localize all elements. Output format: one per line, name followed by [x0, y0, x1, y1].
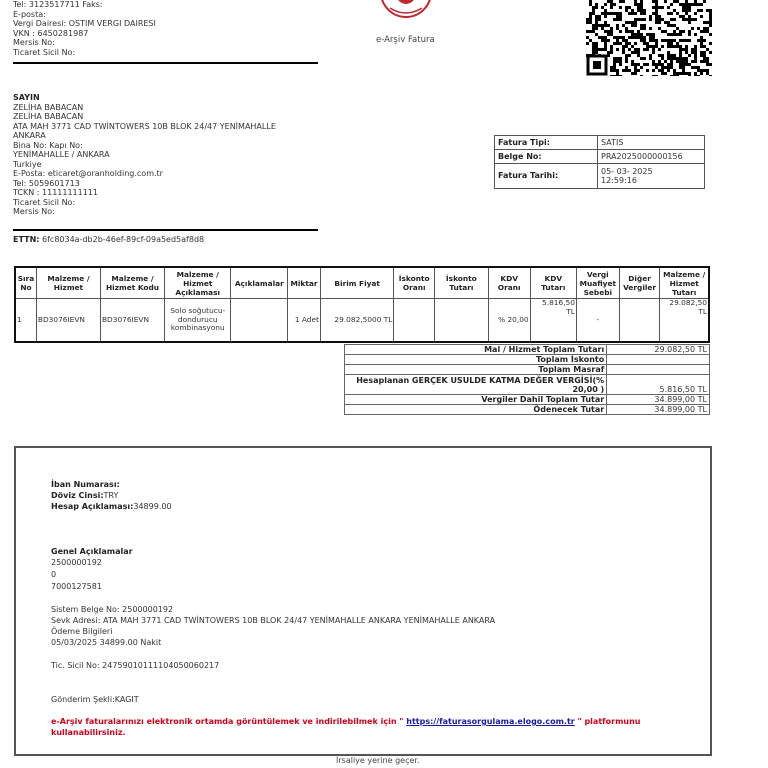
col-aciklamalar: Açıklamalar [231, 267, 288, 299]
meta-row-belge [495, 150, 705, 164]
sevk-adresi: Sevk Adresi: ATA MAH 3771 CAD TWİNTOWERS 10B BLOK 24/47 YENİMAHALLE ANKARA YENİMAHALLE ANKARA [51, 616, 496, 625]
gib-logo-icon [378, 0, 434, 20]
doviz-label: Döviz Cinsi: [51, 491, 104, 500]
buyer-city: ANKARA [13, 131, 46, 140]
seller-tel-fax: Tel: 3123517711 Faks: [13, 0, 103, 9]
ettn-value: 6fc8034a-db2b-46ef-89cf-09a5ed5af8d8 [39, 235, 205, 244]
buyer-eposta: E-Posta: eticaret@oranholding.com.tr [13, 169, 163, 178]
col-kdv-tutari: KDV Tutarı [530, 267, 576, 299]
cell-tutar: 29.082,50 TL [660, 299, 709, 343]
seller-vergi-dairesi: Vergi Dairesi: OSTIM VERGI DAIRESI [13, 19, 156, 28]
cell-kodu: BD3076IEVN [100, 299, 164, 343]
cell-malzeme: BD3076IEVN [36, 299, 100, 343]
total-value [607, 355, 710, 365]
seller-eposta: E-posta: [13, 9, 46, 19]
ettn [13, 235, 204, 245]
total-value: 34.899,00 TL [607, 395, 710, 405]
cell-iskonto-orani [394, 299, 435, 343]
cell-aciklamasi: Solo soğutucu-dondurucu kombinasyonu [165, 299, 231, 343]
seller-vkn: VKN : 6450281987 [13, 28, 89, 38]
doc-type-label: e-Arşiv Fatura [376, 35, 435, 45]
hesap-label: Hesap Açıklaması: [51, 502, 134, 511]
total-value: 29.082,50 TL [607, 345, 710, 355]
total-value: 34.899,00 TL [607, 405, 710, 415]
col-iskonto-tutari: İskonto Tutarı [434, 267, 488, 299]
earsiv-link[interactable]: https://faturasorgulama.elogo.com.tr [406, 717, 575, 726]
meta-value-date [598, 164, 705, 189]
items-table [14, 266, 710, 343]
col-iskonto-orani: İskonto Oranı [394, 267, 435, 299]
earsiv-text-1: e-Arşiv faturalarınızı elektronik ortamda görüntülemek ve indirilebilmek için " [51, 717, 407, 726]
buyer-divider [13, 229, 318, 231]
genel-line-1: 2500000192 [51, 558, 102, 567]
buyer-bina-kapi: Bina No: Kapı No: [13, 140, 83, 150]
total-row [345, 395, 710, 405]
total-label: Ödenecek Tutar [345, 405, 607, 415]
notes-box [14, 446, 712, 756]
total-label: Mal / Hizmet Toplam Tutarı [345, 345, 607, 355]
earsiv-text-2: " platformunu [574, 717, 641, 726]
total-row [345, 365, 710, 375]
meta-label: Fatura Tarihi: [495, 164, 598, 189]
cell-sira: 1 [15, 299, 36, 343]
seller-mersis: Mersis No: [13, 38, 55, 47]
totals-table [344, 344, 710, 415]
qr-code-icon [586, 0, 712, 76]
invoice-meta-table [494, 135, 705, 189]
cell-diger-vergiler [619, 299, 660, 343]
gonderim-sekli: Gönderim Şekli:KAGIT [51, 695, 139, 704]
total-value: 5.816,50 TL [607, 375, 710, 395]
ettn-label: ETTN: [13, 235, 40, 244]
total-label: Hesaplanan GERÇEK USULDE KATMA DEĞER VERGİSİ(% 20,00 ) [345, 375, 607, 395]
col-kdv-orani: KDV Oranı [488, 267, 530, 299]
buyer-mersis: Mersis No: [13, 207, 55, 216]
seller-divider [13, 62, 318, 64]
total-value [607, 365, 710, 375]
buyer-tel: Tel: 5059601713 [13, 178, 80, 188]
total-label: Toplam İskonto [345, 355, 607, 365]
buyer-name: ZELİHA BABACAN [13, 102, 84, 112]
cell-kdv-orani: % 20,00 [488, 299, 530, 343]
meta-label: Fatura Tipi: [495, 136, 598, 150]
total-row [345, 355, 710, 365]
tic-sicil: Tic. Sicil No: 24759010111104050060217 [51, 661, 220, 670]
cell-kdv-tutari: 5.816,50 TL [530, 299, 576, 343]
genel-line-2: 0 [51, 570, 57, 579]
seller-info [13, 0, 323, 57]
buyer-ticaret-sicil: Ticaret Sicil No: [13, 197, 76, 207]
hesap-value: 34899.00 [133, 502, 172, 511]
odeme-bilgileri: Ödeme Bilgileri [51, 627, 113, 636]
buyer-tckn: TCKN : 11111111111 [13, 188, 99, 197]
iban-label: İban Numarası: [51, 480, 120, 489]
meta-row-date [495, 164, 705, 189]
earsiv-text-3: kullanabilirsiniz. [51, 728, 126, 737]
meta-value: PRA2025000000156 [598, 150, 705, 164]
buyer-district: YENİMAHALLE / ANKARA [13, 150, 110, 159]
buyer-name-2: ZELİHA BABACAN [13, 112, 84, 121]
buyer-sayin: SAYIN [13, 93, 40, 102]
cell-vergi-muafiyet: - [576, 299, 619, 343]
meta-label: Belge No: [495, 150, 598, 164]
total-row [345, 345, 710, 355]
total-row [345, 375, 710, 395]
buyer-address: ATA MAH 3771 CAD TWİNTOWERS 10B BLOK 24/47 YENİMAHALLE [13, 121, 276, 131]
total-row [345, 405, 710, 415]
seller-ticaret-sicil: Ticaret Sicil No: [13, 47, 76, 57]
col-tutar: Malzeme / Hizmet Tutarı [660, 267, 709, 299]
cell-miktar: 1 Adet [288, 299, 321, 343]
total-label: Toplam Masraf [345, 365, 607, 375]
buyer-country: Turkiye [13, 159, 42, 169]
meta-date: 05- 03- 2025 [601, 167, 653, 176]
buyer-info [13, 93, 343, 217]
col-kodu: Malzeme / Hizmet Kodu [100, 267, 164, 299]
col-vergi-muafiyet: Vergi Muafiyet Sebebi [576, 267, 619, 299]
col-aciklamasi: Malzeme / Hizmet Açıklaması [165, 267, 231, 299]
sistem-belge: Sistem Belge No: 2500000192 [51, 605, 174, 614]
col-miktar: Miktar [288, 267, 321, 299]
items-header-row [15, 267, 709, 299]
genel-line-3: 7000127581 [51, 582, 102, 591]
meta-row-type [495, 136, 705, 150]
col-sira: Sıra No [15, 267, 36, 299]
total-label: Vergiler Dahil Toplam Tutar [345, 395, 607, 405]
genel-label: Genel Açıklamalar [51, 547, 133, 556]
cell-birim-fiyat: 29.082,5000 TL [320, 299, 393, 343]
doviz-value: TRY [103, 491, 119, 500]
doviz-line [51, 491, 118, 501]
meta-value: SATIS [598, 136, 705, 150]
earsiv-notice [51, 717, 641, 727]
odeme-line: 05/03/2025 34899.00 Nakit [51, 638, 162, 647]
footer-note: İrsaliye yerine geçer. [336, 756, 420, 765]
meta-time: 12:59:16 [601, 176, 637, 185]
cell-iskonto-tutari [434, 299, 488, 343]
hesap-line [51, 502, 172, 512]
col-malzeme: Malzeme / Hizmet [36, 267, 100, 299]
col-birim-fiyat: Birim Fiyat [320, 267, 393, 299]
cell-aciklamalar [231, 299, 288, 343]
col-diger-vergiler: Diğer Vergiler [619, 267, 660, 299]
table-row [15, 299, 709, 343]
